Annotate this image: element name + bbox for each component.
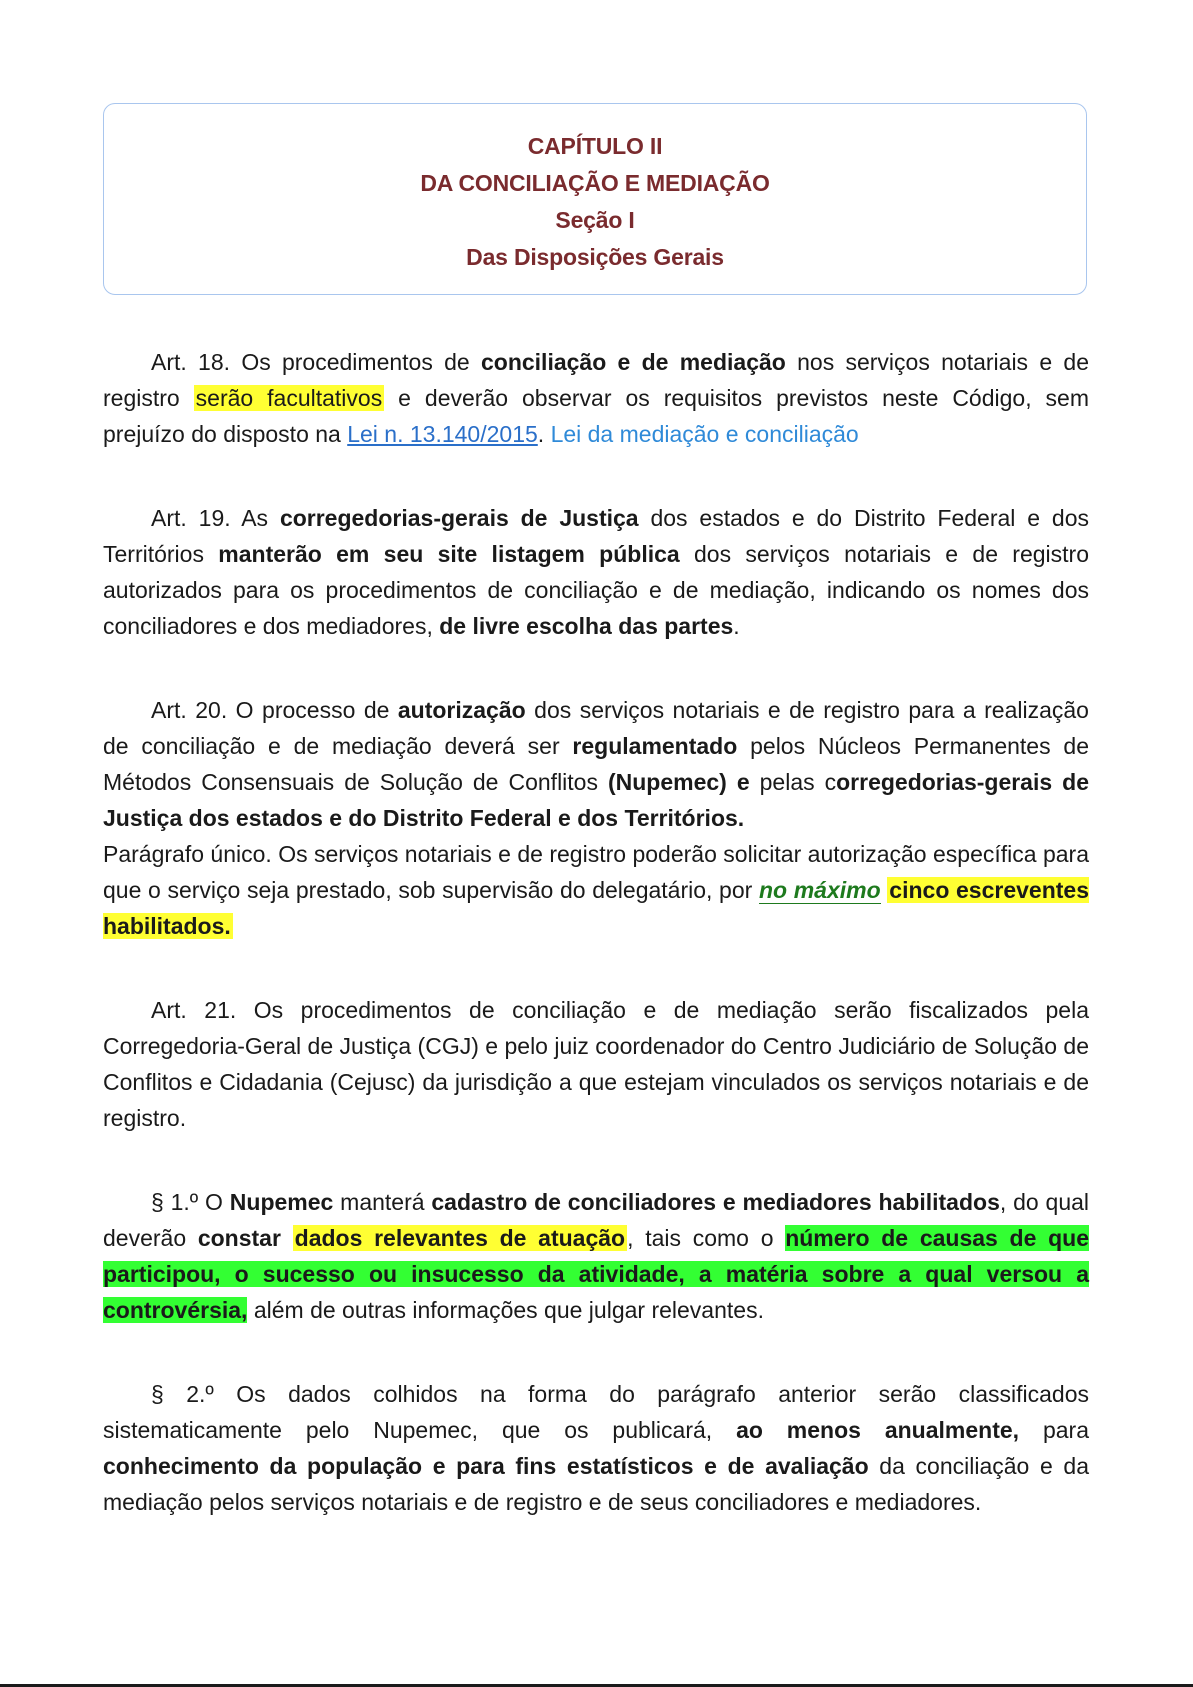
- article-19-text: Art. 19. As corregedorias-gerais de Justiça dos estados e do Distrito Federal e dos Territórios manterão em seu site listagem pública dos serviços notariais e de registro autorizados para os procedimentos de conciliação e de mediação, indicando os nomes dos conciliadores e dos mediadores, de livre escolha das partes.: [103, 505, 1089, 639]
- article-19: [103, 500, 1089, 644]
- article-18-text: Art. 18. Os procedimentos de conciliação e de mediação nos serviços notariais e de registro serão facultativos e deverão observar os requisitos previstos neste Código, sem prejuízo do disposto na Lei n. 13.140/2015. Lei da mediação e conciliação: [103, 349, 1090, 447]
- law-note-link[interactable]: Lei da mediação e conciliação: [550, 421, 859, 447]
- paragraph-2: [103, 1376, 1089, 1520]
- section-title: Seção I: [555, 207, 635, 233]
- highlight-escreventes: cinco escreventes habilitados.: [103, 877, 1090, 939]
- highlight-facultativos: serão facultativos: [195, 385, 383, 411]
- article-21: [103, 992, 1089, 1136]
- chapter-title: CAPÍTULO II: [527, 133, 663, 159]
- emphasis-no-maximo: no máximo: [758, 877, 881, 903]
- article-20: [103, 692, 1089, 944]
- article-20-text: Art. 20. O processo de autorização dos serviços notariais e de registro para a realização de conciliação e de mediação deverá ser regulamentado pelos Núcleos Permanentes de Métodos Consensuais de Solução de Conflitos (Nupemec) e pelas corregedorias-gerais de Justiça dos estados e do Distrito Federal e dos Territórios.: [103, 697, 1089, 831]
- paragraph-1-text: § 1.º O Nupemec manterá cadastro de conciliadores e mediadores habilitados, do qual deverão constar dados relevantes de atuação, tais como o número de causas de que participou, o sucesso ou insucesso da atividade, a matéria sobre a qual versou a controvérsia, além de outras informações que julgar relevantes.: [103, 1189, 1090, 1323]
- paragraph-1: [103, 1184, 1089, 1328]
- chapter-subtitle: DA CONCILIAÇÃO E MEDIAÇÃO: [420, 170, 770, 196]
- paragraph-2-text: § 2.º Os dados colhidos na forma do parágrafo anterior serão classificados sistematicamente pelo Nupemec, que os publicará, ao menos anualmente, para conhecimento da população e para fins estatísticos e de avaliação da conciliação e da mediação pelos serviços notariais e de registro e de seus conciliadores e mediadores.: [103, 1381, 1089, 1515]
- section-subtitle: Das Disposições Gerais: [466, 244, 724, 270]
- article-20-sole-paragraph: Parágrafo único. Os serviços notariais e de registro poderão solicitar autorização específica para que o serviço seja prestado, sob supervisão do delegatário, por no máximo cinco escreventes habilitados.: [103, 841, 1090, 939]
- article-21-text: Art. 21. Os procedimentos de conciliação e de mediação serão fiscalizados pela Corregedoria-Geral de Justiça (CGJ) e pelo juiz coordenador do Centro Judiciário de Solução de Conflitos e Cidadania (Cejusc) da jurisdição a que estejam vinculados os serviços notariais e de registro.: [103, 997, 1089, 1131]
- highlight-numero-causas: número de causas de que participou, o sucesso ou insucesso da atividade, a matéria sobre a qual versou a controvérsia,: [103, 1225, 1089, 1323]
- chapter-heading-box: [103, 103, 1087, 295]
- law-link[interactable]: Lei n. 13.140/2015: [347, 421, 538, 447]
- highlight-dados-relevantes: dados relevantes de atuação: [294, 1225, 626, 1251]
- article-18: [103, 344, 1089, 452]
